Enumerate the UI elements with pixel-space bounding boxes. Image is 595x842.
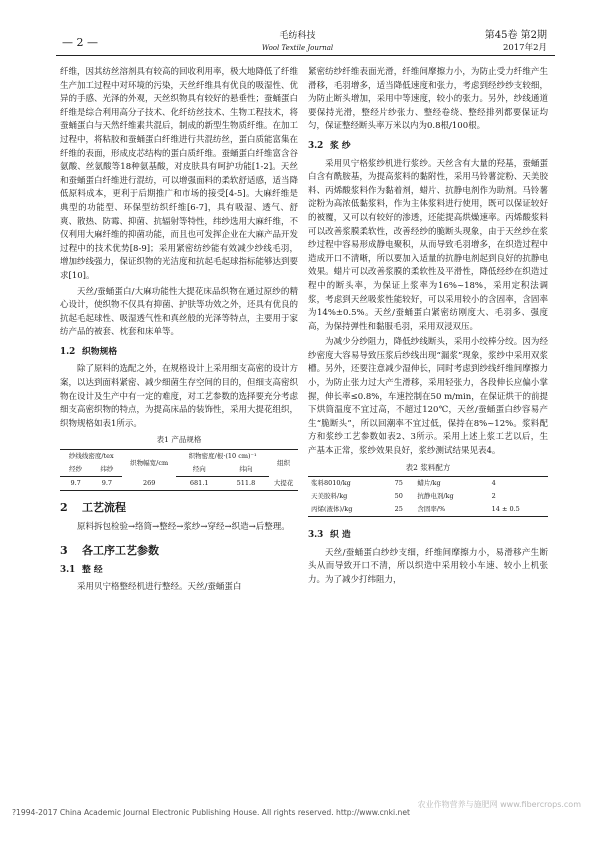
section-heading: 3.3 织 造 (308, 530, 351, 541)
size-recipe-table (308, 476, 548, 517)
copyright-footer: ?1994-2017 China Academic Journal Electronic Publishing House. All rights reserved. http://www.cnki.net (12, 808, 411, 817)
table-row: 丙烯(液体)/kg 25 含固率/% 14 ± 0.5 (311, 505, 520, 514)
watermark-text: 农业作物营养与施肥网 www.fibercrops.com (417, 800, 581, 809)
paragraph: 原料拆包检验→络筒→整经→浆纱→穿经→织造→后整理。 (77, 521, 290, 532)
table-caption: 表2 浆料配方 (405, 462, 451, 472)
paragraph: 天丝/蚕蛹蛋白纱纱支细，纤维间摩擦力小，易滑移产生断头从而导致开口不清，所以织造中采用较小车速、较小上机张力。为了减少打纬阻力， (308, 547, 548, 585)
paragraph: 采用贝宁格浆纱机进行浆纱。天丝含有大量的羟基，蚕蛹蛋白含有酰胺基，为提高浆料的黏附性，采用马铃薯淀粉、天美胶料、丙烯酸浆料作为黏着剂，蜡片、抗静电剂作为助剂。马铃薯淀粉为高浓低黏浆料，作为主体浆料进行使用，既可以保证较好的被覆，又可以有较好的渗透，还能提高烘燥速率。丙烯酸浆料可以改善浆膜柔软性，改善经纱的脆断头现象，由于天丝纱在浆纱过程中容易形成静电聚积，从而导致毛羽增多，在织造过程中造成开口不清晰，所以要加入适量的抗静电剂起到良好的抗静电效果。蜡片可以改善浆膜的柔软性及平滑性，降低经纱在织造过程中的断头率，为保证上浆率为16%~18%，采用定积法调浆，考虑到天丝吸浆性能较好，可以采用较小的含固率，含固率为14%±0.5%。天丝/蚕蛹蛋白紧密纺刚度大、毛羽多、强度高，为保持弹性和黏服毛羽，采用双浸双压。 (308, 158, 548, 332)
journal-name-cn: 毛纺科技 (279, 31, 316, 41)
header-rule (56, 55, 555, 56)
table-row: 9.7 9.7 269 681.1 511.8 大提花 (70, 478, 294, 488)
paragraph: 采用贝宁格整经机进行整经。天丝/蚕蛹蛋白 (77, 582, 242, 593)
table-row: 天美胶料/kg 50 抗静电剂/kg 2 (311, 492, 496, 501)
left-column (60, 66, 298, 597)
journal-name-en: Wool Textile Journal (261, 44, 334, 52)
paragraph: 紧密纺纱纤维表面光滑，纤维间摩擦力小，为防止受力纤维产生滑移，毛羽增多，适当降低速度和张力，考虑到经纱纱支较细，为防止断头增加，采用中等速度，较小的张力。另外，纱线通道要保持光滑，整经片纱张力、整经卷绕、整经排列都要保证均匀，保证整经断头率万米以内为0.8根/100根。 (308, 67, 548, 132)
table-caption: 表1 产品规格 (156, 435, 202, 445)
paragraph: 除了原料的选配之外，在规格设计上采用细支高密的设计方案，以达到面料紧密、减少细菌生存空间的目的，但细支高密织物在设计及生产中有一定的难度，对工艺参数的选择要充分考虑细支高密织物的特点，为提高床品的装饰性，采用大提花组织，织物规格如表1所示。 (60, 364, 299, 429)
paragraph: 为减少分纱阻力，降低纱线断头，采用小绞棒分绞。因为经纱密度大容易导致压浆后纱线出现“漏浆”现象，浆纱中采用双浆槽。另外，还要注意减少湿伸长，同时考虑到纱线纤维间摩擦力小，为防止张力过大产生滑移，采用轻张力，各段伸长应偏小掌握，伸长率≤0.8%，车速控制在50 m/min，在保证烘干的前提下烘筒温度不宜过高，不超过120℃，天丝/蚕蛹蛋白纱容易产生“脆断头”，所以回潮率不宜过低，保持在8%~12%。浆料配方和浆纱工艺参数如表2、3所示。采用上述上浆工艺以后，生产基本正常，浆纱效果良好，浆纱测试结果见表4。 (308, 337, 548, 457)
issue-date: 2017年2月 (502, 43, 547, 53)
section-heading: 3.1 整 经 (60, 564, 103, 575)
section-heading: 1.2 织物规格 (60, 346, 118, 357)
section-heading: 3.2 浆 纱 (308, 140, 351, 151)
paragraph: 纤维，因其纺丝溶剂具有较高的回收利用率，极大地降低了纤维生产加工过程中对环境的污染，天丝纤维具有优良的吸湿性、优异的手感、光泽的外观，天丝织物具有较好的悬垂性；蚕蛹蛋白纤维是综合利用高分子技术、化纤纺丝技术、生物工程技术，将蚕蛹蛋白与天然纤维素共混后，制成的新型生物质纤维。在加工过程中，将粘胶和蚕蛹蛋白纤维进行共混纺丝，蛋白质能富集在纤维的表面，形成皮芯结构的蛋白质纤维。蚕蛹蛋白纤维富含谷氨酸、丝氨酸等18种氨基酸，对皮肤具有呵护功能[1-2]。天丝和蚕蛹蛋白纤维进行混纺，可以增强面料的柔软舒适感，适当降低原料成本，更利于后期推广和市场的接受[4-5]。大麻纤维是典型的功能型、环保型纺织纤维[6-7]，具有吸湿、透气、舒爽、散热、防霉、抑菌、抗辐射等特性，纬纱选用大麻纤维，不仅利用大麻纤维的抑菌功能，而且也可发挥企业在大麻产品开发过程中的技术优势[8-9]；采用紧密纺纱能有效减少纱线毛羽，增加纱线强力，保证织物的光洁度和抗起毛起球指标能够达到要求[10]。 (60, 67, 299, 281)
paragraph: 天丝/蚕蛹蛋白/大麻功能性大提花床品织物在通过原纱的精心设计，使织物不仅具有抑菌、护肤等功效之外，还具有优良的抗起毛起球性、吸湿透气性和真丝般的光泽等特点，主要用于家纺产品的被套、枕套和床单等。 (60, 286, 299, 338)
table-row: 浆料8010/kg 75 蜡片/kg 4 (308, 477, 548, 491)
right-column (308, 66, 548, 590)
page-number: — 2 — (62, 36, 98, 49)
issue-info (485, 30, 547, 54)
spec-table: 纱线线密度/tex 织物幅宽/cm 织物密度/根·(10 cm)⁻¹ 组织 经纱 纬纱 经向 纬向 9.7 9.7 269 681.1 511.8 大提花 (60, 449, 298, 491)
volume-issue: 第45卷 第2期 (484, 30, 547, 41)
section-heading: 3 各工序工艺参数 (60, 544, 159, 558)
section-heading: 2 工艺流程 (60, 501, 126, 515)
